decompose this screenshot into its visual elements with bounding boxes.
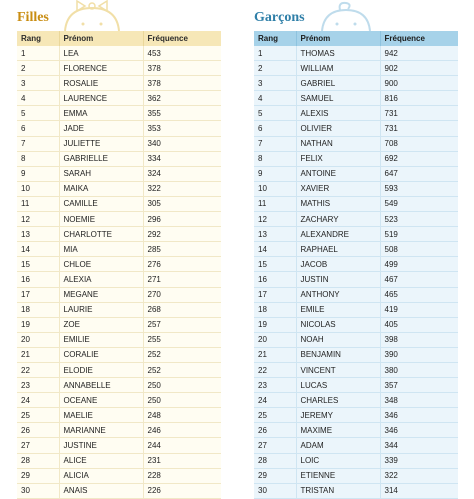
table-row (17, 196, 221, 211)
cell-name: ADAM (296, 438, 380, 453)
cell-name: ZOE (59, 317, 143, 332)
table-row (254, 272, 458, 287)
girls-table-body (17, 46, 221, 498)
cell-name: WILLIAM (296, 61, 380, 76)
cell-rank: 6 (17, 121, 59, 136)
cell-name: JACOB (296, 257, 380, 272)
cell-name: XAVIER (296, 181, 380, 196)
table-row (17, 302, 221, 317)
cell-name: FLORENCE (59, 61, 143, 76)
cell-rank: 19 (254, 317, 296, 332)
baby-girl-bow-icon (57, 0, 127, 31)
table-row (17, 393, 221, 408)
table-row (17, 151, 221, 166)
table-row (17, 378, 221, 393)
table-row (254, 332, 458, 347)
cell-rank: 14 (254, 242, 296, 257)
cell-frequency: 348 (380, 393, 458, 408)
table-row (254, 61, 458, 76)
cell-frequency: 390 (380, 347, 458, 362)
cell-frequency: 453 (143, 46, 221, 61)
cell-name: ROSALIE (59, 76, 143, 91)
cell-name: MAELIE (59, 408, 143, 423)
cell-rank: 29 (254, 468, 296, 483)
cell-frequency: 380 (380, 362, 458, 377)
cell-frequency: 271 (143, 272, 221, 287)
cell-name: OLIVIER (296, 121, 380, 136)
cell-rank: 8 (17, 151, 59, 166)
table-row (254, 227, 458, 242)
cell-name: MAXIME (296, 423, 380, 438)
cell-frequency: 900 (380, 76, 458, 91)
table-row (17, 423, 221, 438)
cell-name: VINCENT (296, 362, 380, 377)
table-row (254, 166, 458, 181)
table-row (254, 468, 458, 483)
cell-name: OCEANE (59, 393, 143, 408)
table-row (254, 287, 458, 302)
boys-title (254, 0, 458, 31)
table-row (254, 302, 458, 317)
cell-rank: 28 (17, 453, 59, 468)
cell-rank: 30 (254, 483, 296, 498)
table-row (17, 227, 221, 242)
cell-frequency: 362 (143, 91, 221, 106)
cell-frequency: 252 (143, 362, 221, 377)
cell-frequency: 268 (143, 302, 221, 317)
cell-name: ANTOINE (296, 166, 380, 181)
table-row (17, 483, 221, 498)
cell-rank: 22 (254, 362, 296, 377)
table-row (254, 212, 458, 227)
cell-rank: 27 (254, 438, 296, 453)
cell-rank: 26 (254, 423, 296, 438)
cell-name: MATHIS (296, 196, 380, 211)
table-row (17, 347, 221, 362)
cell-frequency: 816 (380, 91, 458, 106)
cell-frequency: 902 (380, 61, 458, 76)
cell-frequency: 244 (143, 438, 221, 453)
cell-rank: 3 (254, 76, 296, 91)
cell-frequency: 334 (143, 151, 221, 166)
cell-rank: 18 (254, 302, 296, 317)
cell-frequency: 270 (143, 287, 221, 302)
cell-name: TRISTAN (296, 483, 380, 498)
cell-frequency: 346 (380, 423, 458, 438)
cell-frequency: 647 (380, 166, 458, 181)
cell-rank: 22 (17, 362, 59, 377)
table-row (254, 378, 458, 393)
cell-rank: 5 (254, 106, 296, 121)
table-row (17, 46, 221, 61)
cell-frequency: 419 (380, 302, 458, 317)
table-row (254, 151, 458, 166)
cell-name: EMMA (59, 106, 143, 121)
table-row (254, 453, 458, 468)
cell-name: NATHAN (296, 136, 380, 151)
cell-name: CORALIE (59, 347, 143, 362)
cell-rank: 1 (254, 46, 296, 61)
cell-name: JEREMY (296, 408, 380, 423)
cell-frequency: 353 (143, 121, 221, 136)
table-row (254, 136, 458, 151)
cell-name: ANTHONY (296, 287, 380, 302)
cell-frequency: 692 (380, 151, 458, 166)
cell-rank: 1 (17, 46, 59, 61)
cell-rank: 25 (17, 408, 59, 423)
cell-name: CHLOE (59, 257, 143, 272)
table-row (254, 438, 458, 453)
boys-panel (254, 0, 458, 499)
cell-name: ALEXIS (296, 106, 380, 121)
cell-rank: 20 (254, 332, 296, 347)
cell-frequency: 246 (143, 423, 221, 438)
cell-frequency: 708 (380, 136, 458, 151)
cell-name: NICOLAS (296, 317, 380, 332)
girls-table (17, 31, 221, 499)
cell-name: LAURIE (59, 302, 143, 317)
cell-rank: 11 (17, 196, 59, 211)
table-row (254, 242, 458, 257)
cell-rank: 19 (17, 317, 59, 332)
boys-table (254, 31, 458, 499)
table-row (17, 257, 221, 272)
cell-frequency: 248 (143, 408, 221, 423)
boys-header-row (254, 31, 458, 46)
table-row (254, 46, 458, 61)
table-row (254, 408, 458, 423)
cell-rank: 15 (17, 257, 59, 272)
girls-title (17, 0, 221, 31)
cell-name: ETIENNE (296, 468, 380, 483)
girls-title-text: Filles (17, 10, 49, 25)
cell-frequency: 499 (380, 257, 458, 272)
cell-rank: 6 (254, 121, 296, 136)
cell-frequency: 405 (380, 317, 458, 332)
cell-rank: 24 (254, 393, 296, 408)
cell-rank: 29 (17, 468, 59, 483)
cell-rank: 23 (17, 378, 59, 393)
cell-rank: 26 (17, 423, 59, 438)
cell-name: MEGANE (59, 287, 143, 302)
cell-frequency: 305 (143, 196, 221, 211)
table-row (254, 106, 458, 121)
cell-frequency: 549 (380, 196, 458, 211)
cell-frequency: 523 (380, 212, 458, 227)
cell-rank: 2 (254, 61, 296, 76)
cell-rank: 11 (254, 196, 296, 211)
cell-name: ZACHARY (296, 212, 380, 227)
cell-name: JULIETTE (59, 136, 143, 151)
cell-rank: 12 (17, 212, 59, 227)
table-row (254, 257, 458, 272)
cell-name: ALEXIA (59, 272, 143, 287)
table-row (254, 362, 458, 377)
boys-table-body (254, 46, 458, 498)
cell-name: ALICIA (59, 468, 143, 483)
cell-name: SARAH (59, 166, 143, 181)
cell-frequency: 942 (380, 46, 458, 61)
cell-frequency: 322 (380, 468, 458, 483)
cell-rank: 18 (17, 302, 59, 317)
cell-name: RAPHAEL (296, 242, 380, 257)
cell-rank: 17 (17, 287, 59, 302)
table-row (254, 347, 458, 362)
column-header-rank: Rang (17, 31, 59, 46)
cell-frequency: 322 (143, 181, 221, 196)
cell-name: GABRIELLE (59, 151, 143, 166)
cell-frequency: 252 (143, 347, 221, 362)
table-row (17, 272, 221, 287)
cell-frequency: 226 (143, 483, 221, 498)
cell-frequency: 378 (143, 61, 221, 76)
cell-rank: 9 (254, 166, 296, 181)
cell-rank: 20 (17, 332, 59, 347)
boys-title-text: Garçons (254, 10, 305, 25)
cell-frequency: 255 (143, 332, 221, 347)
cell-frequency: 346 (380, 408, 458, 423)
cell-frequency: 250 (143, 378, 221, 393)
cell-name: ALICE (59, 453, 143, 468)
cell-frequency: 398 (380, 332, 458, 347)
cell-rank: 17 (254, 287, 296, 302)
table-row (17, 166, 221, 181)
cell-frequency: 296 (143, 212, 221, 227)
cell-rank: 8 (254, 151, 296, 166)
cell-name: GABRIEL (296, 76, 380, 91)
cell-name: LUCAS (296, 378, 380, 393)
cell-rank: 28 (254, 453, 296, 468)
cell-name: MARIANNE (59, 423, 143, 438)
cell-frequency: 508 (380, 242, 458, 257)
cell-rank: 12 (254, 212, 296, 227)
cell-name: MIA (59, 242, 143, 257)
cell-name: CAMILLE (59, 196, 143, 211)
cell-rank: 13 (17, 227, 59, 242)
cell-rank: 10 (17, 181, 59, 196)
cell-name: EMILE (296, 302, 380, 317)
cell-rank: 2 (17, 61, 59, 76)
cell-name: NOAH (296, 332, 380, 347)
table-row (254, 393, 458, 408)
cell-frequency: 292 (143, 227, 221, 242)
table-row (17, 317, 221, 332)
cell-rank: 21 (17, 347, 59, 362)
cell-rank: 7 (17, 136, 59, 151)
cell-rank: 16 (254, 272, 296, 287)
cell-rank: 13 (254, 227, 296, 242)
table-row (17, 332, 221, 347)
column-header-frequency: Fréquence (380, 31, 458, 46)
cell-name: FELIX (296, 151, 380, 166)
cell-rank: 15 (254, 257, 296, 272)
cell-name: ANAIS (59, 483, 143, 498)
cell-rank: 25 (254, 408, 296, 423)
table-row (17, 106, 221, 121)
cell-rank: 4 (17, 91, 59, 106)
cell-rank: 27 (17, 438, 59, 453)
cell-name: ALEXANDRE (296, 227, 380, 242)
cell-frequency: 465 (380, 287, 458, 302)
table-row (17, 61, 221, 76)
cell-frequency: 519 (380, 227, 458, 242)
cell-rank: 14 (17, 242, 59, 257)
cell-rank: 24 (17, 393, 59, 408)
cell-name: ELODIE (59, 362, 143, 377)
table-row (17, 136, 221, 151)
column-header-name: Prénom (296, 31, 380, 46)
cell-frequency: 339 (380, 453, 458, 468)
cell-frequency: 593 (380, 181, 458, 196)
cell-frequency: 378 (143, 76, 221, 91)
cell-frequency: 731 (380, 106, 458, 121)
cell-rank: 23 (254, 378, 296, 393)
column-header-name: Prénom (59, 31, 143, 46)
table-row (17, 242, 221, 257)
cell-frequency: 340 (143, 136, 221, 151)
cell-rank: 10 (254, 181, 296, 196)
cell-rank: 5 (17, 106, 59, 121)
cell-frequency: 344 (380, 438, 458, 453)
column-header-rank: Rang (254, 31, 296, 46)
cell-name: JUSTIN (296, 272, 380, 287)
table-row (17, 287, 221, 302)
cell-name: SAMUEL (296, 91, 380, 106)
column-header-frequency: Fréquence (143, 31, 221, 46)
cell-frequency: 357 (380, 378, 458, 393)
table-row (254, 76, 458, 91)
table-row (254, 181, 458, 196)
table-row (17, 91, 221, 106)
cell-frequency: 285 (143, 242, 221, 257)
table-row (17, 181, 221, 196)
cell-frequency: 731 (380, 121, 458, 136)
cell-frequency: 314 (380, 483, 458, 498)
cell-rank: 30 (17, 483, 59, 498)
table-row (254, 423, 458, 438)
girls-panel (17, 0, 221, 499)
baby-boy-hair-icon (316, 0, 376, 31)
table-row (17, 121, 221, 136)
cell-rank: 9 (17, 166, 59, 181)
cell-name: NOEMIE (59, 212, 143, 227)
cell-rank: 16 (17, 272, 59, 287)
cell-rank: 3 (17, 76, 59, 91)
table-row (254, 196, 458, 211)
table-row (17, 453, 221, 468)
cell-frequency: 467 (380, 272, 458, 287)
cell-rank: 4 (254, 91, 296, 106)
cell-name: THOMAS (296, 46, 380, 61)
cell-name: EMILIE (59, 332, 143, 347)
cell-name: ANNABELLE (59, 378, 143, 393)
cell-name: LEA (59, 46, 143, 61)
cell-frequency: 231 (143, 453, 221, 468)
cell-name: BENJAMIN (296, 347, 380, 362)
table-row (254, 317, 458, 332)
girls-header-row (17, 31, 221, 46)
table-row (254, 91, 458, 106)
cell-frequency: 355 (143, 106, 221, 121)
table-row (254, 121, 458, 136)
cell-frequency: 228 (143, 468, 221, 483)
table-row (17, 468, 221, 483)
table-row (17, 438, 221, 453)
cell-frequency: 250 (143, 393, 221, 408)
table-row (17, 76, 221, 91)
cell-name: CHARLES (296, 393, 380, 408)
cell-name: LOIC (296, 453, 380, 468)
cell-name: CHARLOTTE (59, 227, 143, 242)
cell-frequency: 324 (143, 166, 221, 181)
cell-rank: 21 (254, 347, 296, 362)
cell-name: LAURENCE (59, 91, 143, 106)
cell-name: JUSTINE (59, 438, 143, 453)
table-row (254, 483, 458, 498)
cell-frequency: 257 (143, 317, 221, 332)
cell-frequency: 276 (143, 257, 221, 272)
cell-name: MAIKA (59, 181, 143, 196)
cell-rank: 7 (254, 136, 296, 151)
table-row (17, 408, 221, 423)
table-row (17, 362, 221, 377)
table-row (17, 212, 221, 227)
cell-name: JADE (59, 121, 143, 136)
